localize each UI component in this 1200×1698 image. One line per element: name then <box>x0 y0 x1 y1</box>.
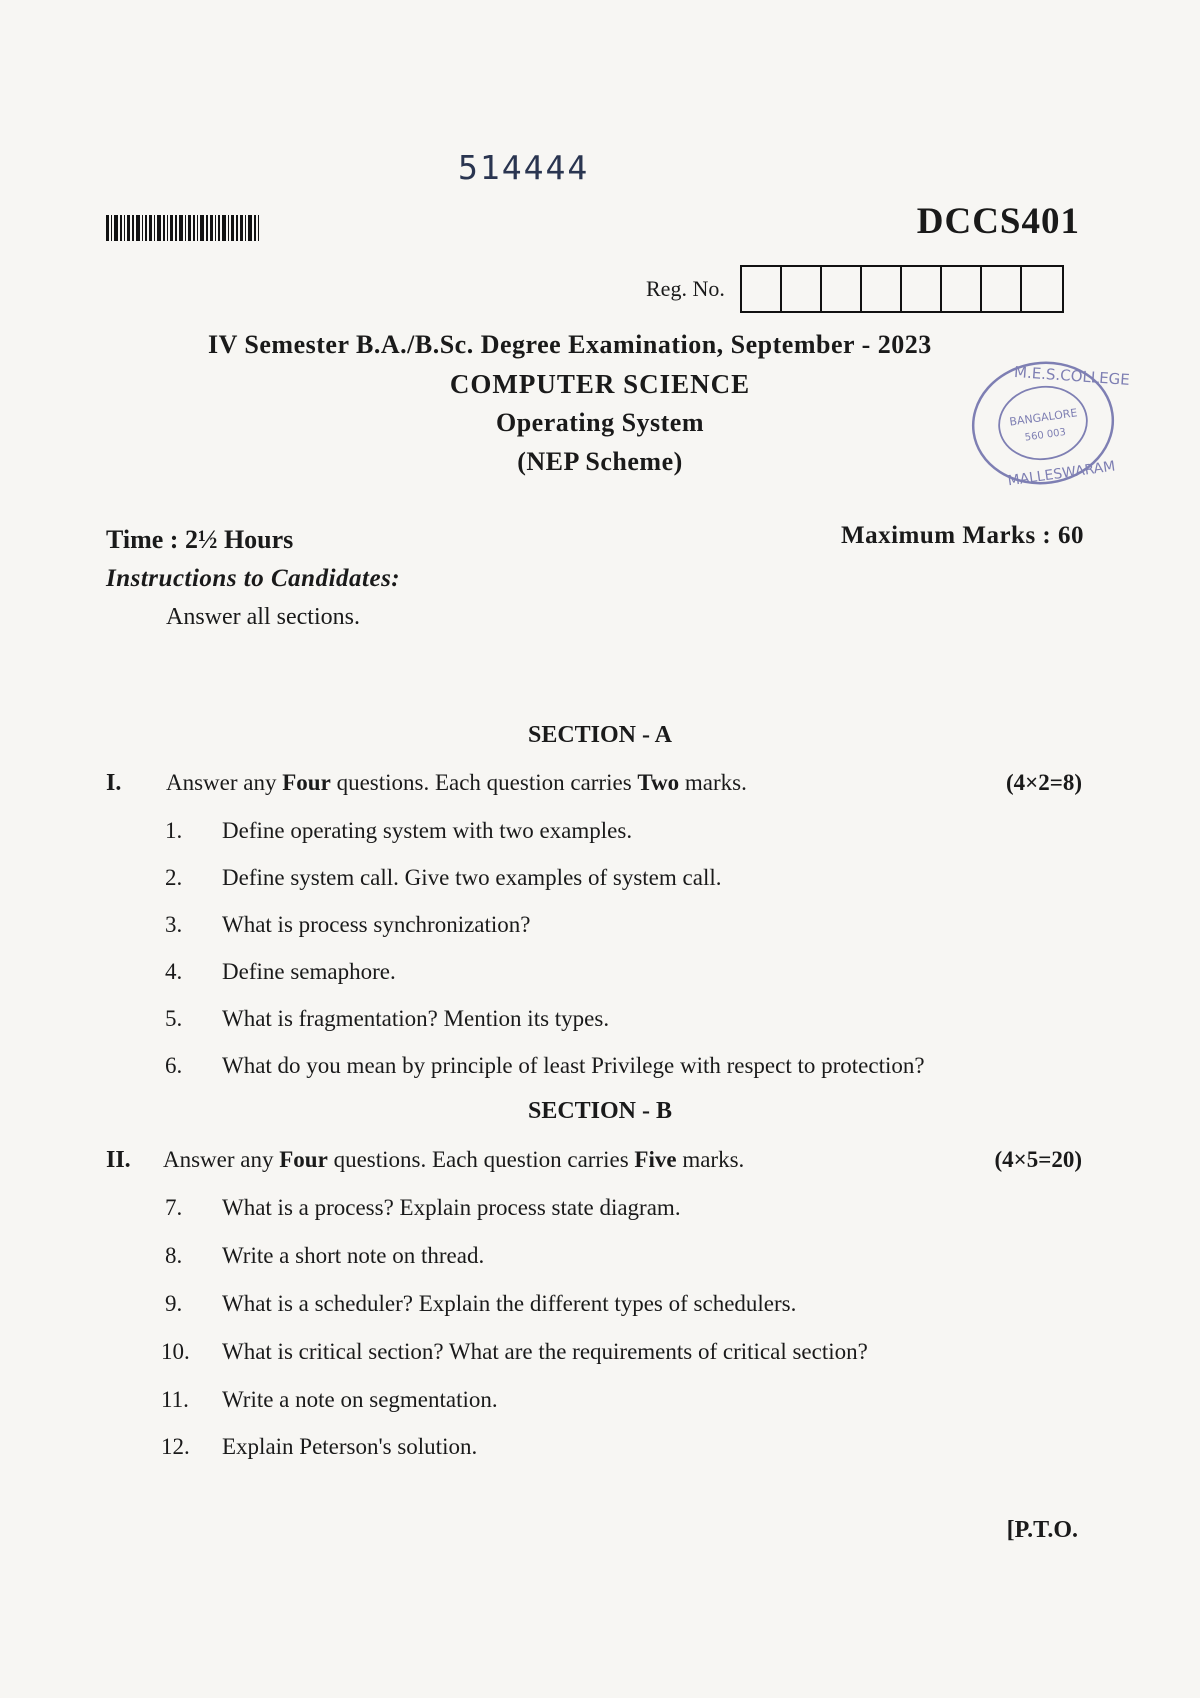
stamp-text-city: BANGALORE <box>1008 406 1079 429</box>
subject-title: COMPUTER SCIENCE <box>449 369 751 399</box>
instructions-text: Answer all sections. <box>166 604 360 630</box>
question-number: 10. <box>161 1339 190 1364</box>
question-text: What is a scheduler? Explain the different types of schedulers. <box>222 1291 797 1316</box>
section-a-heading: Answer any Four questions. Each question carries Two marks. <box>166 770 747 795</box>
question-number: 5. <box>165 1006 183 1031</box>
section-b-heading: Answer any Four questions. Each question carries Five marks. <box>163 1147 745 1172</box>
paper-code: DCCS401 <box>916 201 1080 242</box>
question-number: 11. <box>161 1387 189 1412</box>
time-allowed: Time : 2½ Hours <box>106 525 294 554</box>
section-a-marks: (4×2=8) <box>1005 770 1082 795</box>
barcode <box>106 215 271 241</box>
question-text: Write a note on segmentation. <box>222 1387 498 1412</box>
paper-title: Operating System <box>495 408 705 437</box>
reg-no-box[interactable] <box>942 267 982 311</box>
question-number: 7. <box>165 1195 183 1220</box>
question-number: 2. <box>165 865 183 890</box>
question-number: 8. <box>165 1243 183 1268</box>
question-text: Define semaphore. <box>222 959 396 984</box>
reg-no-box[interactable] <box>862 267 902 311</box>
college-stamp <box>968 358 1131 490</box>
maximum-marks: Maximum Marks : 60 <box>841 522 1084 549</box>
section-a-roman: I. <box>106 770 122 796</box>
question-number: 1. <box>165 818 183 843</box>
question-text: Define operating system with two examples. <box>222 818 633 843</box>
question-number: 4. <box>165 959 183 984</box>
section-a-title: SECTION - A <box>527 722 673 748</box>
question-number: 3. <box>165 912 183 937</box>
question-number: 6. <box>165 1053 183 1078</box>
exam-title: IV Semester B.A./B.Sc. Degree Examination, September - 2023 <box>208 330 932 359</box>
reg-no-box[interactable] <box>902 267 942 311</box>
question-text: What do you mean by principle of least Privilege with respect to protection? <box>222 1053 925 1078</box>
question-text: What is a process? Explain process state diagram. <box>222 1195 681 1220</box>
reg-no-box[interactable] <box>822 267 862 311</box>
question-text: What is process synchronization? <box>222 912 531 937</box>
question-text: Explain Peterson's solution. <box>222 1434 478 1459</box>
question-text: Define system call. Give two examples of system call. <box>222 865 722 890</box>
stamp-text-top: M.E.S.COLLEGE <box>1013 362 1131 389</box>
reg-no-label: Reg. No. <box>646 276 725 301</box>
scheme-title: (NEP Scheme) <box>517 447 683 476</box>
section-b-roman: II. <box>106 1147 131 1173</box>
question-number: 9. <box>165 1291 183 1316</box>
stamp-text-pin: 560 003 <box>1024 426 1067 444</box>
reg-no-box[interactable] <box>982 267 1022 311</box>
pto-marker: [P.T.O. <box>1006 1517 1078 1543</box>
serial-number: 514444 <box>458 148 590 187</box>
question-text: What is fragmentation? Mention its types. <box>222 1006 610 1031</box>
reg-no-box[interactable] <box>1022 267 1062 311</box>
question-text: Write a short note on thread. <box>222 1243 485 1268</box>
question-number: 12. <box>161 1434 190 1459</box>
reg-no-box[interactable] <box>742 267 782 311</box>
section-b-marks: (4×5=20) <box>994 1147 1082 1172</box>
stamp-text-bottom: MALLESWARAM <box>1006 458 1117 490</box>
reg-no-box[interactable] <box>782 267 822 311</box>
reg-no-boxes[interactable] <box>740 265 1064 313</box>
section-b-title: SECTION - B <box>527 1098 673 1124</box>
question-text: What is critical section? What are the requirements of critical section? <box>222 1339 868 1364</box>
instructions-label: Instructions to Candidates: <box>106 565 401 592</box>
